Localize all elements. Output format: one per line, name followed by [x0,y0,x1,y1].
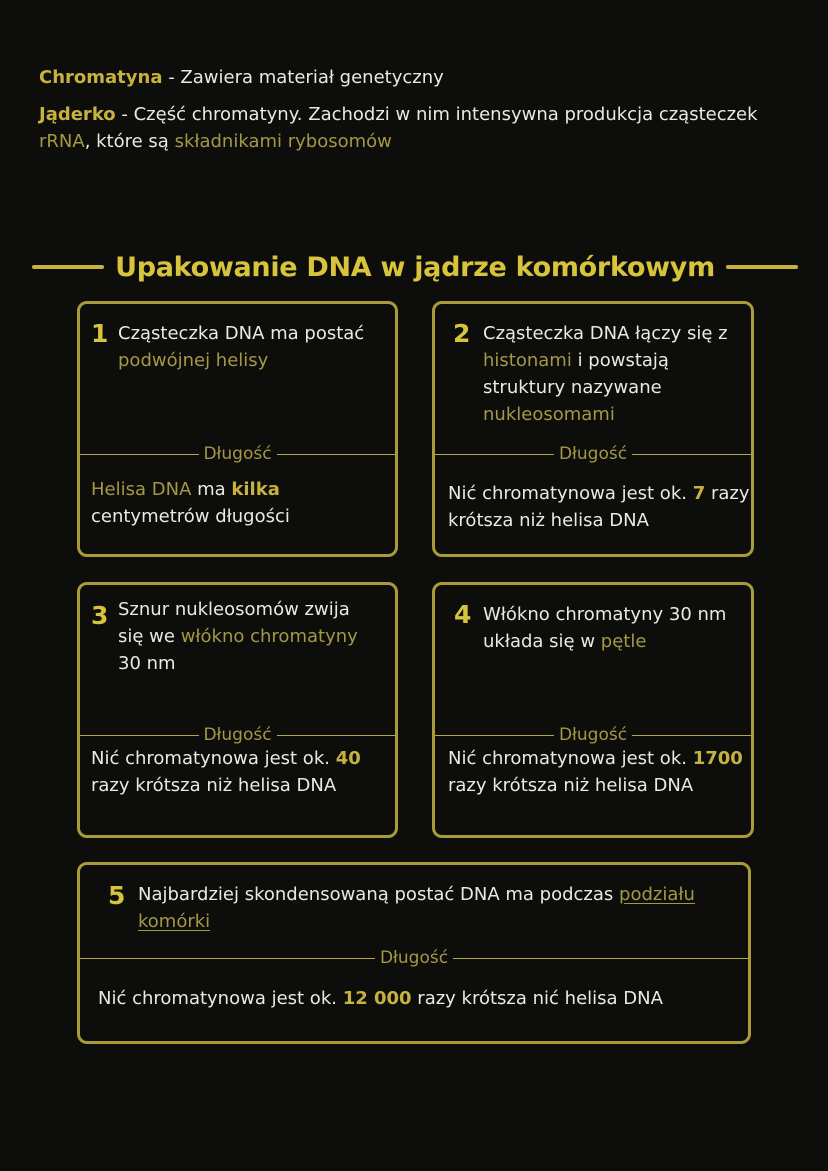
title-line-left [32,265,104,269]
length-label: Długość [554,446,632,463]
chromatin-definition [39,64,799,91]
nucleolus-text-2: , które są [84,131,175,152]
step-card-2 [432,301,754,557]
length-divider [435,727,751,743]
step-description: Najbardziej skondensowaną postać DNA ma podczas podziału komórki [138,884,695,932]
rrna-term: rRNA [39,131,85,152]
chromatin-text: - Zawiera materiał genetyczny [162,67,444,88]
length-label: Długość [198,446,276,463]
step-number: 5 [108,881,126,910]
ribosome-components-term: składnikami rybosomów [174,131,392,152]
length-text: Nić chromatynowa jest ok. 40 razy krótsza niż helisa DNA [91,748,361,796]
length-text: Helisa DNA ma kilka centymetrów długości [91,479,290,527]
length-divider [80,950,748,966]
step-card-5 [77,862,751,1044]
step-number: 3 [91,601,109,630]
intro-definitions [39,64,799,165]
step-description: Cząsteczka DNA łączy się z histonami i powstają struktury nazywane nukleosomami [483,323,728,425]
nucleolus-definition [39,101,799,155]
step-number: 2 [453,319,471,348]
length-text: Nić chromatynowa jest ok. 1700 razy krótsza niż helisa DNA [448,748,743,796]
step-description: Sznur nukleosomów zwija się we włókno chromatyny 30 nm [118,599,358,674]
length-text: Nić chromatynowa jest ok. 12 000 razy krótsza nić helisa DNA [98,988,663,1009]
title-line-right [726,265,798,269]
chromatin-term: Chromatyna [39,67,163,88]
nucleolus-text: - Część chromatyny. Zachodzi w nim intensywna produkcja cząsteczek [115,104,758,125]
length-label: Długość [198,727,276,744]
length-label: Długość [375,950,453,967]
length-label: Długość [554,727,632,744]
step-description: Włókno chromatyny 30 nm układa się w pętle [483,604,727,652]
length-divider [80,446,395,462]
step-card-4 [432,582,754,838]
section-title: Upakowanie DNA w jądrze komórkowym [115,251,715,283]
step-number: 1 [91,319,109,348]
length-divider [80,727,395,743]
section-header [32,245,798,289]
length-divider [435,446,751,462]
step-number: 4 [454,600,472,629]
step-card-1 [77,301,398,557]
length-text: Nić chromatynowa jest ok. 7 razy krótsza niż helisa DNA [448,483,750,531]
step-card-3 [77,582,398,838]
nucleolus-term: Jąderko [39,104,116,125]
step-description: Cząsteczka DNA ma postać podwójnej helisy [118,323,365,371]
